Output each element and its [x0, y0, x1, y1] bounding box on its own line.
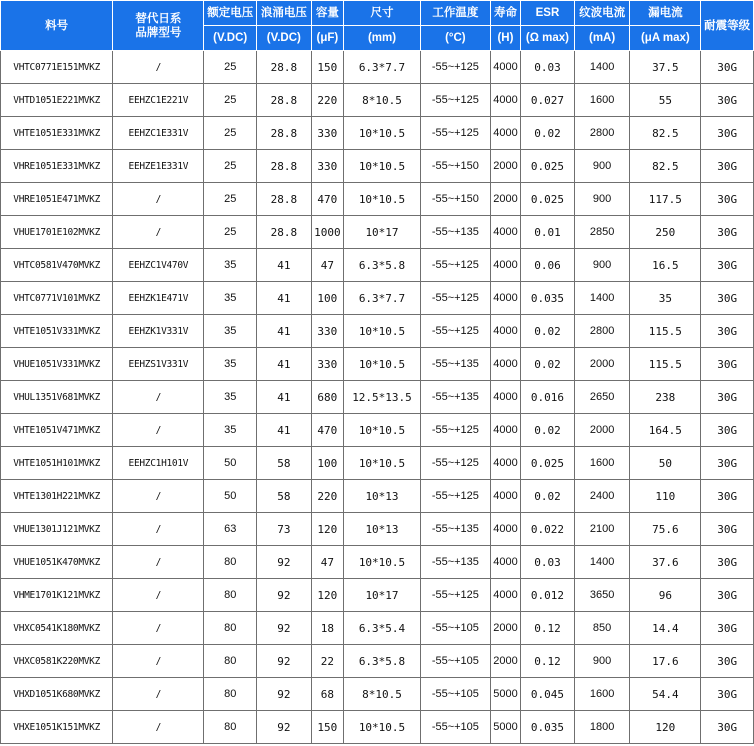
cell-rated-voltage: 50 [204, 480, 257, 513]
cell-ripple: 2650 [574, 381, 630, 414]
cell-rated-voltage: 25 [204, 84, 257, 117]
cell-surge-voltage: 28.8 [257, 51, 312, 84]
cell-replacement: / [113, 51, 204, 84]
table-row [1, 579, 754, 612]
cell-capacitance: 220 [311, 480, 343, 513]
table-row [1, 315, 754, 348]
cell-size: 10*10.5 [344, 711, 421, 744]
cell-leakage: 75.6 [630, 513, 701, 546]
cell-ripple: 1400 [574, 546, 630, 579]
cell-temperature: -55~+125 [420, 480, 490, 513]
cell-vibration: 30G [701, 282, 754, 315]
cell-surge-voltage: 92 [257, 711, 312, 744]
table-row [1, 447, 754, 480]
cell-replacement: / [113, 678, 204, 711]
cell-temperature: -55~+125 [420, 282, 490, 315]
cell-life: 2000 [490, 645, 520, 678]
cell-esr: 0.02 [521, 480, 575, 513]
cell-leakage: 110 [630, 480, 701, 513]
header-rated-voltage: 额定电压 [204, 1, 257, 26]
cell-rated-voltage: 35 [204, 348, 257, 381]
table-row [1, 645, 754, 678]
cell-esr: 0.035 [521, 282, 575, 315]
cell-part-no: VHTC0771E151MVKZ [1, 51, 113, 84]
cell-replacement: EEHZE1E331V [113, 150, 204, 183]
header-row-1 [1, 1, 754, 26]
cell-replacement: / [113, 546, 204, 579]
cell-ripple: 900 [574, 249, 630, 282]
header-temperature-unit: (°C) [420, 26, 490, 51]
table-row [1, 513, 754, 546]
cell-leakage: 120 [630, 711, 701, 744]
cell-esr: 0.016 [521, 381, 575, 414]
cell-vibration: 30G [701, 480, 754, 513]
cell-part-no: VHTE1051V331MVKZ [1, 315, 113, 348]
cell-ripple: 1600 [574, 678, 630, 711]
cell-temperature: -55~+135 [420, 513, 490, 546]
cell-capacitance: 47 [311, 249, 343, 282]
cell-temperature: -55~+135 [420, 381, 490, 414]
cell-life: 4000 [490, 282, 520, 315]
cell-capacitance: 150 [311, 51, 343, 84]
cell-life: 4000 [490, 249, 520, 282]
cell-size: 10*17 [344, 216, 421, 249]
table-row [1, 117, 754, 150]
header-capacitance-unit: (μF) [311, 26, 343, 51]
cell-size: 10*17 [344, 579, 421, 612]
cell-size: 10*13 [344, 513, 421, 546]
cell-vibration: 30G [701, 150, 754, 183]
cell-rated-voltage: 35 [204, 249, 257, 282]
cell-leakage: 82.5 [630, 150, 701, 183]
header-replacement [113, 1, 204, 51]
header-esr-unit: (Ω max) [521, 26, 575, 51]
cell-rated-voltage: 80 [204, 645, 257, 678]
cell-temperature: -55~+135 [420, 216, 490, 249]
cell-ripple: 2000 [574, 414, 630, 447]
cell-leakage: 37.5 [630, 51, 701, 84]
cell-replacement: EEHZS1V331V [113, 348, 204, 381]
cell-rated-voltage: 25 [204, 183, 257, 216]
cell-leakage: 115.5 [630, 348, 701, 381]
cell-leakage: 55 [630, 84, 701, 117]
cell-rated-voltage: 35 [204, 414, 257, 447]
table-row [1, 414, 754, 447]
cell-vibration: 30G [701, 51, 754, 84]
cell-ripple: 900 [574, 645, 630, 678]
cell-surge-voltage: 41 [257, 282, 312, 315]
cell-part-no: VHTE1051H101MVKZ [1, 447, 113, 480]
cell-temperature: -55~+105 [420, 645, 490, 678]
cell-ripple: 2800 [574, 315, 630, 348]
cell-capacitance: 22 [311, 645, 343, 678]
cell-rated-voltage: 80 [204, 546, 257, 579]
table-row [1, 711, 754, 744]
cell-replacement: / [113, 612, 204, 645]
cell-esr: 0.03 [521, 546, 575, 579]
cell-esr: 0.12 [521, 612, 575, 645]
cell-ripple: 900 [574, 150, 630, 183]
cell-size: 6.3*5.8 [344, 645, 421, 678]
cell-vibration: 30G [701, 216, 754, 249]
cell-esr: 0.02 [521, 315, 575, 348]
cell-part-no: VHTE1051V471MVKZ [1, 414, 113, 447]
cell-part-no: VHUE1301J121MVKZ [1, 513, 113, 546]
cell-temperature: -55~+125 [420, 579, 490, 612]
cell-capacitance: 100 [311, 447, 343, 480]
cell-surge-voltage: 41 [257, 348, 312, 381]
table-row [1, 216, 754, 249]
cell-surge-voltage: 92 [257, 579, 312, 612]
cell-vibration: 30G [701, 117, 754, 150]
cell-vibration: 30G [701, 183, 754, 216]
cell-surge-voltage: 92 [257, 612, 312, 645]
cell-replacement: EEHZC1E331V [113, 117, 204, 150]
cell-esr: 0.035 [521, 711, 575, 744]
cell-replacement: / [113, 480, 204, 513]
cell-leakage: 35 [630, 282, 701, 315]
cell-surge-voltage: 41 [257, 414, 312, 447]
cell-size: 10*10.5 [344, 447, 421, 480]
cell-part-no: VHTC0581V470MVKZ [1, 249, 113, 282]
cell-leakage: 96 [630, 579, 701, 612]
cell-temperature: -55~+105 [420, 612, 490, 645]
cell-ripple: 1400 [574, 51, 630, 84]
cell-leakage: 54.4 [630, 678, 701, 711]
cell-capacitance: 330 [311, 117, 343, 150]
cell-vibration: 30G [701, 348, 754, 381]
cell-temperature: -55~+125 [420, 117, 490, 150]
cell-life: 5000 [490, 678, 520, 711]
cell-capacitance: 330 [311, 150, 343, 183]
cell-rated-voltage: 50 [204, 447, 257, 480]
cell-esr: 0.012 [521, 579, 575, 612]
cell-rated-voltage: 35 [204, 282, 257, 315]
cell-surge-voltage: 28.8 [257, 84, 312, 117]
table-row [1, 51, 754, 84]
cell-surge-voltage: 58 [257, 480, 312, 513]
header-capacitance: 容量 [311, 1, 343, 26]
cell-rated-voltage: 80 [204, 678, 257, 711]
cell-replacement: EEHZC1E221V [113, 84, 204, 117]
cell-ripple: 2800 [574, 117, 630, 150]
cell-surge-voltage: 28.8 [257, 150, 312, 183]
cell-esr: 0.02 [521, 414, 575, 447]
cell-capacitance: 470 [311, 183, 343, 216]
cell-vibration: 30G [701, 513, 754, 546]
cell-esr: 0.12 [521, 645, 575, 678]
table-row [1, 249, 754, 282]
cell-part-no: VHXD1051K680MVKZ [1, 678, 113, 711]
cell-life: 4000 [490, 51, 520, 84]
cell-part-no: VHUL1351V681MVKZ [1, 381, 113, 414]
cell-temperature: -55~+125 [420, 51, 490, 84]
cell-leakage: 115.5 [630, 315, 701, 348]
cell-vibration: 30G [701, 678, 754, 711]
cell-replacement: / [113, 711, 204, 744]
cell-ripple: 850 [574, 612, 630, 645]
cell-part-no: VHXE1051K151MVKZ [1, 711, 113, 744]
table-row [1, 678, 754, 711]
cell-temperature: -55~+150 [420, 183, 490, 216]
header-life: 寿命 [490, 1, 520, 26]
cell-ripple: 2850 [574, 216, 630, 249]
cell-temperature: -55~+135 [420, 546, 490, 579]
cell-surge-voltage: 92 [257, 546, 312, 579]
header-life-unit: (H) [490, 26, 520, 51]
cell-part-no: VHTD1051E221MVKZ [1, 84, 113, 117]
cell-leakage: 250 [630, 216, 701, 249]
cell-esr: 0.06 [521, 249, 575, 282]
table-row [1, 612, 754, 645]
cell-leakage: 82.5 [630, 117, 701, 150]
cell-leakage: 50 [630, 447, 701, 480]
cell-vibration: 30G [701, 414, 754, 447]
header-ripple: 纹波电流 [574, 1, 630, 26]
cell-vibration: 30G [701, 315, 754, 348]
cell-leakage: 117.5 [630, 183, 701, 216]
cell-part-no: VHRE1051E471MVKZ [1, 183, 113, 216]
cell-capacitance: 220 [311, 84, 343, 117]
cell-replacement: / [113, 513, 204, 546]
cell-vibration: 30G [701, 249, 754, 282]
cell-rated-voltage: 80 [204, 711, 257, 744]
cell-size: 6.3*7.7 [344, 282, 421, 315]
cell-size: 10*10.5 [344, 315, 421, 348]
cell-life: 4000 [490, 117, 520, 150]
cell-ripple: 1400 [574, 282, 630, 315]
cell-size: 6.3*5.4 [344, 612, 421, 645]
cell-life: 4000 [490, 216, 520, 249]
cell-size: 10*10.5 [344, 546, 421, 579]
cell-surge-voltage: 41 [257, 249, 312, 282]
cell-capacitance: 100 [311, 282, 343, 315]
cell-life: 4000 [490, 447, 520, 480]
cell-vibration: 30G [701, 381, 754, 414]
cell-capacitance: 470 [311, 414, 343, 447]
table-row [1, 546, 754, 579]
cell-leakage: 17.6 [630, 645, 701, 678]
cell-size: 12.5*13.5 [344, 381, 421, 414]
cell-temperature: -55~+125 [420, 315, 490, 348]
cell-leakage: 164.5 [630, 414, 701, 447]
cell-rated-voltage: 25 [204, 216, 257, 249]
cell-replacement: / [113, 216, 204, 249]
cell-temperature: -55~+125 [420, 84, 490, 117]
cell-ripple: 2100 [574, 513, 630, 546]
table-row [1, 348, 754, 381]
cell-part-no: VHTE1051E331MVKZ [1, 117, 113, 150]
cell-life: 2000 [490, 612, 520, 645]
cell-replacement: / [113, 183, 204, 216]
header-esr: ESR [521, 1, 575, 26]
header-leakage-unit: (μA max) [630, 26, 701, 51]
cell-ripple: 1600 [574, 84, 630, 117]
cell-part-no: VHUE1051V331MVKZ [1, 348, 113, 381]
cell-part-no: VHXC0541K180MVKZ [1, 612, 113, 645]
cell-part-no: VHTE1301H221MVKZ [1, 480, 113, 513]
cell-surge-voltage: 58 [257, 447, 312, 480]
cell-surge-voltage: 28.8 [257, 216, 312, 249]
cell-capacitance: 1000 [311, 216, 343, 249]
header-replacement-line2: 品牌型号 [135, 26, 182, 39]
cell-life: 4000 [490, 579, 520, 612]
cell-capacitance: 680 [311, 381, 343, 414]
cell-temperature: -55~+135 [420, 348, 490, 381]
cell-replacement: EEHZC1V470V [113, 249, 204, 282]
cell-esr: 0.025 [521, 447, 575, 480]
cell-size: 6.3*7.7 [344, 51, 421, 84]
cell-size: 10*13 [344, 480, 421, 513]
cell-vibration: 30G [701, 711, 754, 744]
cell-rated-voltage: 25 [204, 51, 257, 84]
cell-capacitance: 47 [311, 546, 343, 579]
cell-surge-voltage: 28.8 [257, 183, 312, 216]
cell-part-no: VHUE1051K470MVKZ [1, 546, 113, 579]
cell-life: 4000 [490, 84, 520, 117]
cell-surge-voltage: 41 [257, 381, 312, 414]
cell-rated-voltage: 25 [204, 150, 257, 183]
cell-rated-voltage: 80 [204, 579, 257, 612]
cell-replacement: / [113, 381, 204, 414]
cell-temperature: -55~+125 [420, 447, 490, 480]
header-temperature: 工作温度 [420, 1, 490, 26]
cell-ripple: 3650 [574, 579, 630, 612]
cell-capacitance: 120 [311, 513, 343, 546]
header-size: 尺寸 [344, 1, 421, 26]
table-row [1, 381, 754, 414]
cell-size: 10*10.5 [344, 150, 421, 183]
cell-ripple: 2000 [574, 348, 630, 381]
cell-capacitance: 18 [311, 612, 343, 645]
table-row [1, 150, 754, 183]
cell-life: 4000 [490, 480, 520, 513]
cell-vibration: 30G [701, 645, 754, 678]
cell-rated-voltage: 35 [204, 315, 257, 348]
cell-replacement: / [113, 579, 204, 612]
cell-capacitance: 68 [311, 678, 343, 711]
cell-part-no: VHUE1701E102MVKZ [1, 216, 113, 249]
cell-esr: 0.022 [521, 513, 575, 546]
table-row [1, 480, 754, 513]
cell-esr: 0.045 [521, 678, 575, 711]
cell-surge-voltage: 41 [257, 315, 312, 348]
cell-life: 4000 [490, 315, 520, 348]
cell-vibration: 30G [701, 579, 754, 612]
cell-ripple: 2400 [574, 480, 630, 513]
cell-temperature: -55~+125 [420, 414, 490, 447]
cell-esr: 0.025 [521, 150, 575, 183]
header-rated-voltage-unit: (V.DC) [204, 26, 257, 51]
cell-replacement: / [113, 645, 204, 678]
cell-surge-voltage: 92 [257, 678, 312, 711]
cell-temperature: -55~+105 [420, 711, 490, 744]
cell-capacitance: 330 [311, 348, 343, 381]
cell-part-no: VHME1701K121MVKZ [1, 579, 113, 612]
cell-ripple: 1800 [574, 711, 630, 744]
cell-size: 6.3*5.8 [344, 249, 421, 282]
cell-leakage: 14.4 [630, 612, 701, 645]
cell-vibration: 30G [701, 84, 754, 117]
cell-size: 10*10.5 [344, 183, 421, 216]
cell-esr: 0.02 [521, 348, 575, 381]
cell-esr: 0.03 [521, 51, 575, 84]
table-body [1, 51, 754, 744]
cell-ripple: 900 [574, 183, 630, 216]
cell-life: 4000 [490, 348, 520, 381]
cell-capacitance: 120 [311, 579, 343, 612]
cell-life: 4000 [490, 381, 520, 414]
header-surge-voltage: 浪涌电压 [257, 1, 312, 26]
cell-rated-voltage: 35 [204, 381, 257, 414]
header-surge-voltage-unit: (V.DC) [257, 26, 312, 51]
cell-replacement: EEHZK1E471V [113, 282, 204, 315]
cell-esr: 0.027 [521, 84, 575, 117]
cell-leakage: 238 [630, 381, 701, 414]
cell-vibration: 30G [701, 447, 754, 480]
cell-leakage: 37.6 [630, 546, 701, 579]
table-row [1, 282, 754, 315]
cell-life: 4000 [490, 513, 520, 546]
cell-life: 2000 [490, 150, 520, 183]
header-size-unit: (mm) [344, 26, 421, 51]
cell-life: 4000 [490, 414, 520, 447]
cell-temperature: -55~+125 [420, 249, 490, 282]
cell-life: 4000 [490, 546, 520, 579]
cell-ripple: 1600 [574, 447, 630, 480]
cell-part-no: VHXC0581K220MVKZ [1, 645, 113, 678]
header-ripple-unit: (mA) [574, 26, 630, 51]
cell-size: 8*10.5 [344, 678, 421, 711]
cell-vibration: 30G [701, 612, 754, 645]
cell-size: 8*10.5 [344, 84, 421, 117]
cell-rated-voltage: 80 [204, 612, 257, 645]
cell-surge-voltage: 73 [257, 513, 312, 546]
cell-size: 10*10.5 [344, 117, 421, 150]
cell-capacitance: 330 [311, 315, 343, 348]
cell-esr: 0.025 [521, 183, 575, 216]
header-part-no: 料号 [1, 1, 113, 51]
cell-esr: 0.02 [521, 117, 575, 150]
cell-vibration: 30G [701, 546, 754, 579]
header-replacement-line1: 替代日系 [135, 12, 182, 25]
cell-part-no: VHTC0771V101MVKZ [1, 282, 113, 315]
cell-temperature: -55~+150 [420, 150, 490, 183]
table-row [1, 183, 754, 216]
cell-surge-voltage: 28.8 [257, 117, 312, 150]
cell-replacement: EEHZC1H101V [113, 447, 204, 480]
cell-capacitance: 150 [311, 711, 343, 744]
cell-replacement: / [113, 414, 204, 447]
cell-replacement: EEHZK1V331V [113, 315, 204, 348]
cell-temperature: -55~+105 [420, 678, 490, 711]
cell-size: 10*10.5 [344, 414, 421, 447]
cell-esr: 0.01 [521, 216, 575, 249]
header-vibration: 耐震等级 [701, 1, 754, 51]
table-row [1, 84, 754, 117]
cell-part-no: VHRE1051E331MVKZ [1, 150, 113, 183]
cell-life: 2000 [490, 183, 520, 216]
cell-surge-voltage: 92 [257, 645, 312, 678]
cell-rated-voltage: 63 [204, 513, 257, 546]
cell-size: 10*10.5 [344, 348, 421, 381]
header-leakage: 漏电流 [630, 1, 701, 26]
cell-leakage: 16.5 [630, 249, 701, 282]
cell-rated-voltage: 25 [204, 117, 257, 150]
cell-life: 5000 [490, 711, 520, 744]
